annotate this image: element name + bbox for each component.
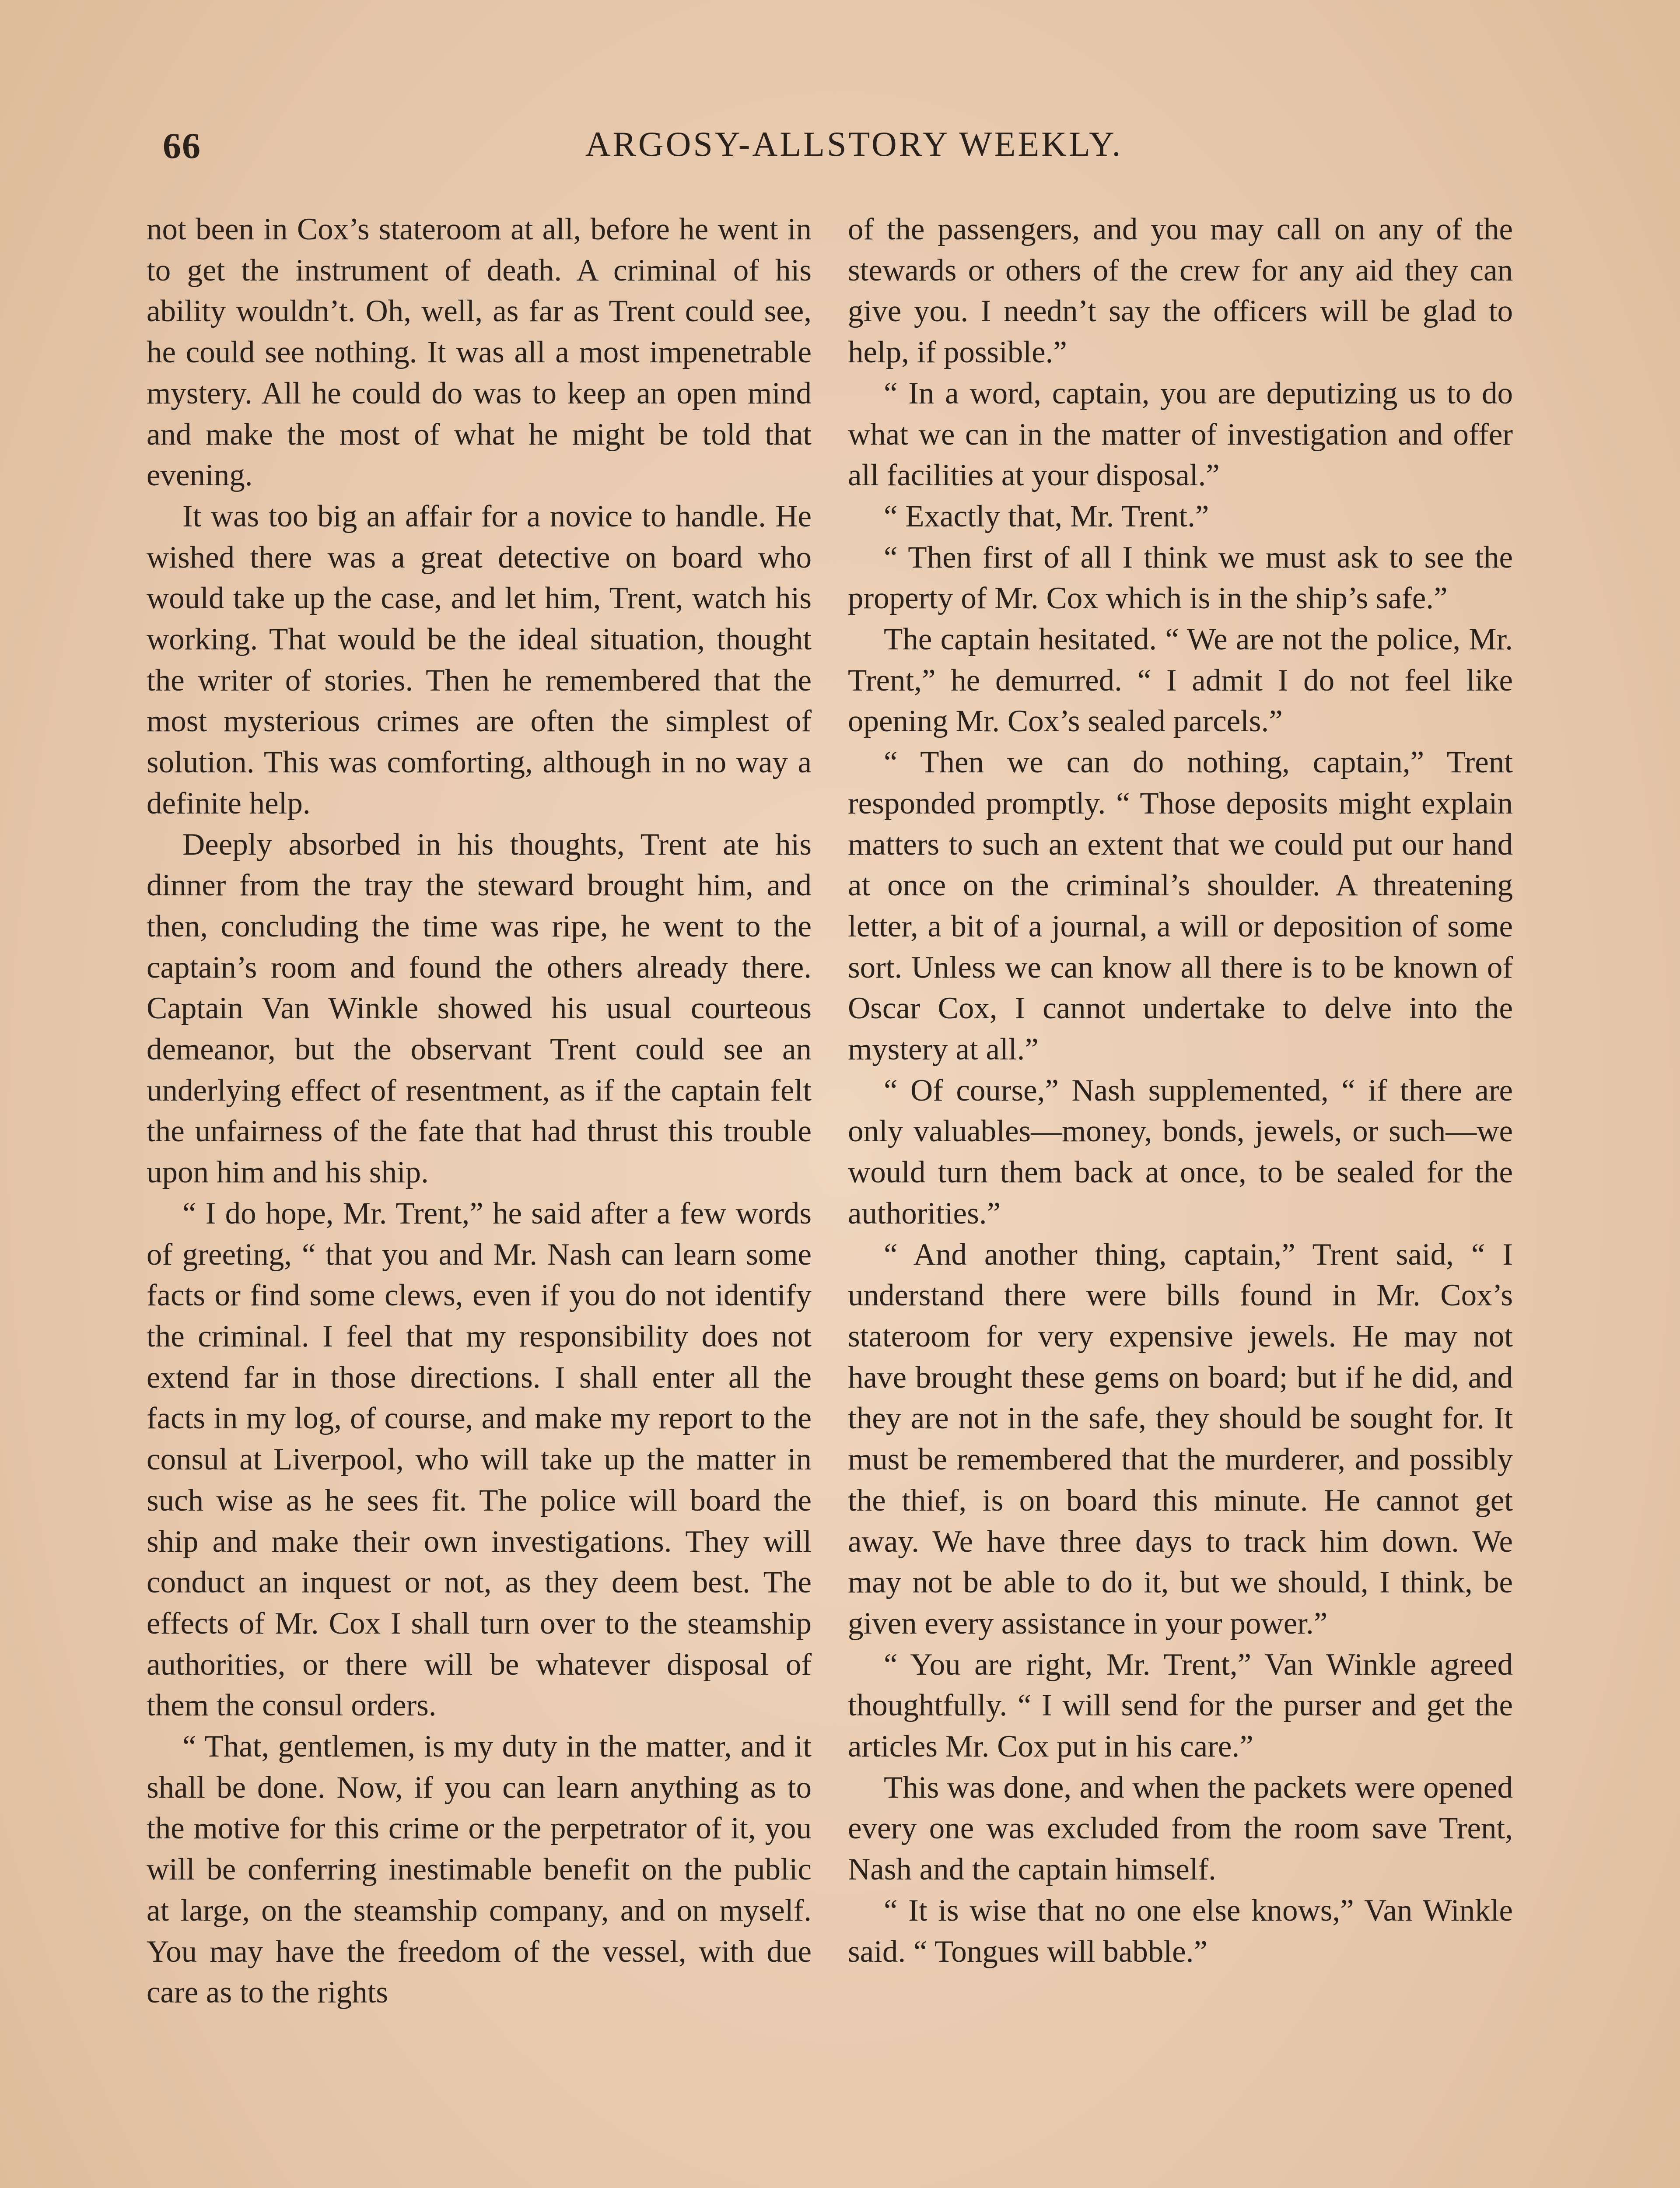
paragraph: “ Then first of all I think we must ask to see the property of Mr. Cox which is in the ship’s safe.” bbox=[848, 540, 1513, 616]
paragraph: “ That, gentlemen, is my duty in the matter, and it shall be done. Now, if you can learn anything as to the motive for this crime or the perpetrator of it, you will be conferring inestimable benefit on the public at large, on the steamship company, and on myself. You may have the freedom of the vessel, with due care as to the rights bbox=[147, 1729, 812, 2010]
right-column bbox=[848, 209, 1513, 1972]
paragraph: not been in Cox’s stateroom at all, before he went in to get the instrument of death. A criminal of his ability wouldn’t. Oh, well, as far as Trent could see, he could see nothing. It was all a most impenetrable mystery. All he could do was to keep an open mind and make the most of what he might be told that evening. bbox=[147, 212, 812, 493]
paragraph: “ It is wise that no one else knows,” Van Winkle said. “ Tongues will babble.” bbox=[848, 1893, 1513, 1969]
paragraph: It was too big an affair for a novice to handle. He wished there was a great detective on board who would take up the case, and let him, Trent, watch his working. That would be the ideal situation, thought the writer of stories. Then he remembered that the most mysterious crimes are often the simplest of solution. This was comforting, although in no way a definite help. bbox=[147, 499, 812, 820]
paragraph: “ In a word, captain, you are deputizing us to do what we can in the matter of investigation and offer all facilities at your disposal.” bbox=[848, 376, 1513, 493]
paragraph: The captain hesitated. “ We are not the police, Mr. Trent,” he demurred. “ I admit I do not feel like opening Mr. Cox’s sealed parcels.” bbox=[848, 622, 1513, 739]
paragraph: This was done, and when the packets were opened every one was excluded from the room save Trent, Nash and the captain himself. bbox=[848, 1770, 1513, 1887]
paragraph: “ You are right, Mr. Trent,” Van Winkle agreed thoughtfully. “ I will send for the purser and get the articles Mr. Cox put in his care.” bbox=[848, 1647, 1513, 1764]
left-column bbox=[147, 209, 812, 2013]
paragraph: “ And another thing, captain,” Trent said, “ I understand there were bills found in Mr. Cox’s stateroom for very expensive jewels. He may not have brought these gems on board; but if he did, and they are not in the safe, they should be sought for. It must be remembered that the murderer, and possibly the thief, is on board this minute. He cannot get away. We have three days to track him down. We may not be able to do it, but we should, I think, be given every assistance in your power.” bbox=[848, 1237, 1513, 1641]
paragraph: “ Then we can do nothing, captain,” Trent responded promptly. “ Those deposits might explain matters to such an extent that we could put our hand at once on the criminal’s shoulder. A threatening letter, a bit of a journal, a will or deposition of some sort. Unless we can know all there is to be known of Oscar Cox, I cannot undertake to delve into the mystery at all.” bbox=[848, 745, 1513, 1067]
paragraph: “ Exactly that, Mr. Trent.” bbox=[884, 499, 1209, 533]
running-head: ARGOSY-ALLSTORY WEEKLY. bbox=[585, 125, 1123, 164]
page-number: 66 bbox=[163, 126, 201, 166]
paragraph: Deeply absorbed in his thoughts, Trent ate his dinner from the tray the steward brought him, and then, concluding the time was ripe, he went to the captain’s room and found the others already there. Captain Van Winkle showed his usual courteous demeanor, but the observant Trent could see an underlying effect of resentment, as if the captain felt the unfairness of the fate that had thrust this trouble upon him and his ship. bbox=[147, 827, 812, 1190]
paragraph: of the passengers, and you may call on any of the stewards or others of the crew for any aid they can give you. I needn’t say the officers will be glad to help, if possible.” bbox=[848, 212, 1513, 370]
paragraph: “ I do hope, Mr. Trent,” he said after a few words of greeting, “ that you and Mr. Nash can learn some facts or find some clews, even if you do not identify the criminal. I feel that my responsibility does not extend far in those directions. I shall enter all the facts in my log, of course, and make my report to the consul at Liverpool, who will take up the matter in such wise as he sees fit. The police will board the ship and make their own investigations. They will conduct an inquest or not, as they deem best. The effects of Mr. Cox I shall turn over to the steamship authorities, or there will be whatever disposal of them the consul orders. bbox=[147, 1196, 812, 1723]
page-header bbox=[163, 125, 1545, 173]
paragraph: “ Of course,” Nash supplemented, “ if there are only valuables—money, bonds, jewels, or such—we would turn them back at once, to be sealed for the authorities.” bbox=[848, 1073, 1513, 1231]
